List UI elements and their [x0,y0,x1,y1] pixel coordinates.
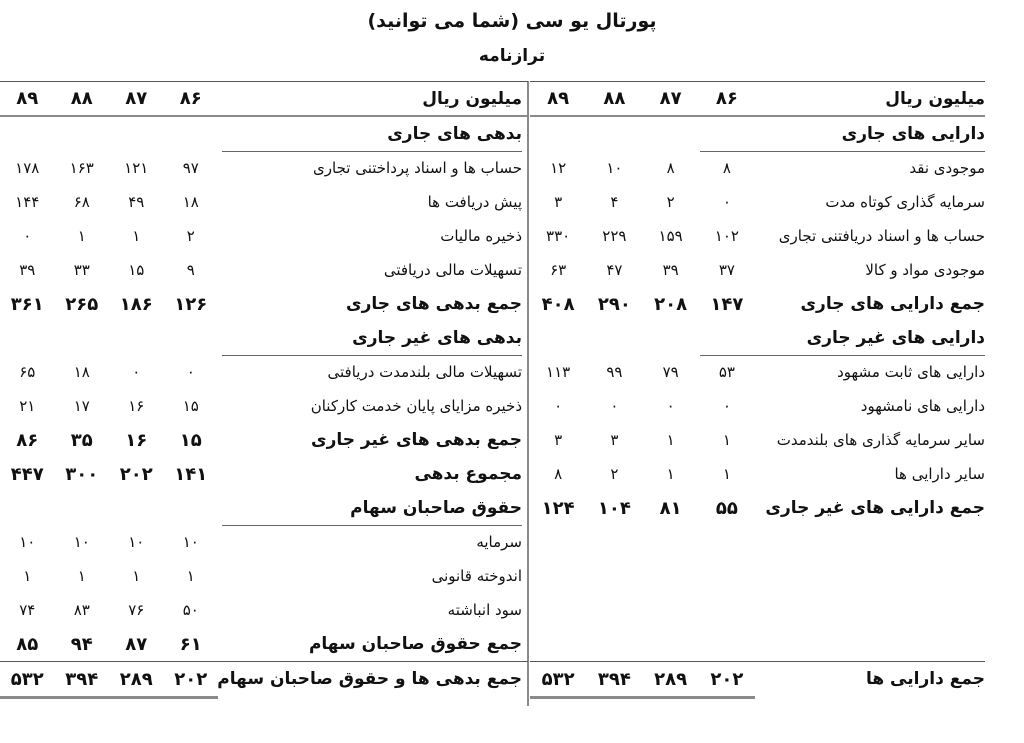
row-label: حساب ها و اسناد پرداختنی تجاری [313,159,522,177]
header-year: ۸۶ [715,88,738,109]
value-cell: ۱ [132,567,141,585]
table-row [530,253,985,287]
table-row [530,151,985,185]
value-cell: ۲۰۸ [654,293,688,315]
value-cell: ۵۵ [715,497,738,519]
empty-row [530,559,985,593]
row-values [0,151,218,185]
row-values [0,253,218,287]
value-cell: ۱۴۷ [710,293,744,315]
empty-row [530,525,985,559]
subtotal-row [530,491,985,525]
row-values [530,185,755,219]
value-cell: ۷۹ [662,363,679,381]
row-label: موجودی نقد [909,159,985,177]
table-row [0,525,528,559]
row-values [530,423,755,457]
section-header-row [0,321,528,355]
value-cell: ۳۹ [19,261,36,279]
subtotal-row [0,287,528,321]
grand-total-row [0,661,528,696]
section-title: دارایی های جاری [700,117,985,152]
value-cell: ۱۲ [550,159,567,177]
value-cell: ۱۰ [19,533,36,551]
value-cell: ۳ [554,431,563,449]
row-label: سرمایه [476,533,522,551]
value-cell: ۶۸ [73,193,90,211]
section-header-row [0,491,528,525]
empty-row [530,627,985,661]
table-row [0,219,528,253]
header-year: ۸۹ [547,88,570,109]
value-cell: ۱۱۳ [546,363,571,381]
row-label: تسهیلات مالی بلندمدت دریافتی [327,363,522,381]
row-label: جمع دارایی های غیر جاری [765,498,985,518]
value-cell: ۱ [23,567,32,585]
value-cell: ۵۳۲ [541,668,575,690]
row-values [0,627,218,661]
value-cell: ۹۹ [606,363,623,381]
value-cell: ۱۷ [73,397,90,415]
table-row [0,151,528,185]
row-values [0,457,218,491]
row-label: جمع بدهی های غیر جاری [310,430,522,450]
value-cell: ۰ [666,397,675,415]
value-cell: ۱۲۶ [174,293,208,315]
value-cell: ۵۳۲ [10,668,44,690]
value-cell: ۲۰۲ [710,668,744,690]
grand-total-values [530,662,755,699]
value-cell: ۰ [610,397,619,415]
value-cell: ۲ [186,227,195,245]
value-cell: ۲۰۲ [174,668,208,690]
value-cell: ۱ [132,227,141,245]
table-row [530,219,985,253]
value-cell: ۱۰ [182,533,199,551]
value-cell: ۴ [610,193,619,211]
value-cell: ۲۹۰ [597,293,631,315]
section-header-row [530,321,985,355]
table-row [530,185,985,219]
value-cell: ۳۹۴ [65,668,99,690]
subtotal-row [530,287,985,321]
row-label: حساب ها و اسناد دریافتنی تجاری [778,227,985,245]
value-cell: ۴۹ [128,193,145,211]
value-cell: ۳۰۰ [65,463,99,485]
table-row [0,355,528,389]
row-label: دارایی های نامشهود [860,397,985,415]
value-cell: ۱۰ [606,159,623,177]
value-cell: ۱ [722,465,731,483]
subtotal-row [0,423,528,457]
row-label: تسهیلات مالی دریافتی [383,261,522,279]
row-values [530,491,755,525]
row-values [530,253,755,287]
row-label: اندوخته قانونی [431,567,522,585]
row-label: سایر دارایی ها [894,465,985,483]
value-cell: ۱ [77,227,86,245]
header-years [530,82,755,115]
row-values [0,219,218,253]
section-header-row [530,117,985,151]
row-label: موجودی مواد و کالا [865,261,985,279]
value-cell: ۰ [722,193,731,211]
value-cell: ۰ [554,397,563,415]
value-cell: ۰ [722,397,731,415]
value-cell: ۳۹ [662,261,679,279]
value-cell: ۱۲۴ [541,497,575,519]
header-unit-label: میلیون ریال [422,88,522,109]
value-cell: ۱۲۱ [124,159,149,177]
value-cell: ۰ [132,363,141,381]
row-values [0,389,218,423]
section-title: بدهی های غیر جاری [222,321,522,356]
row-label: دارایی های ثابت مشهود [837,363,985,381]
value-cell: ۱ [666,465,675,483]
liabilities-table [0,81,528,696]
grand-total-label: جمع بدهی ها و حقوق صاحبان سهام [217,669,522,689]
table-row [0,389,528,423]
value-cell: ۳۷ [718,261,735,279]
row-label: سود انباشته [447,601,522,619]
row-values [530,219,755,253]
table-header-row [0,81,528,117]
value-cell: ۸ [554,465,563,483]
value-cell: ۱۵ [128,261,145,279]
row-values [530,389,755,423]
row-values [0,593,218,627]
table-row [0,559,528,593]
value-cell: ۱ [186,567,195,585]
value-cell: ۳ [610,431,619,449]
value-cell: ۵۰ [182,601,199,619]
row-values [530,151,755,185]
value-cell: ۲۸۹ [654,668,688,690]
value-cell: ۸ [722,159,731,177]
table-row [530,457,985,491]
value-cell: ۲۰۲ [119,463,153,485]
subtotal-row [0,627,528,661]
table-row [0,185,528,219]
value-cell: ۱۵ [182,397,199,415]
value-cell: ۱۸ [182,193,199,211]
value-cell: ۳۳۰ [546,227,571,245]
row-values [0,287,218,321]
value-cell: ۱۸۶ [119,293,153,315]
value-cell: ۷۴ [19,601,36,619]
header-year: ۸۸ [603,88,626,109]
value-cell: ۰ [186,363,195,381]
value-cell: ۹ [186,261,195,279]
grand-total-row [530,661,985,696]
header-years [0,82,218,115]
value-cell: ۵۳ [718,363,735,381]
row-label: جمع حقوق صاحبان سهام [308,634,522,654]
value-cell: ۲ [610,465,619,483]
value-cell: ۱۴۴ [15,193,40,211]
table-row [530,423,985,457]
value-cell: ۲۶۵ [65,293,99,315]
value-cell: ۸۷ [125,633,148,655]
table-header-row [530,81,985,117]
value-cell: ۲۱ [19,397,36,415]
value-cell: ۳۹۴ [597,668,631,690]
value-cell: ۶۳ [550,261,567,279]
header-year: ۸۹ [16,88,39,109]
section-header-row [0,117,528,151]
value-cell: ۴۰۸ [541,293,575,315]
table-row [0,593,528,627]
subtotal-row [0,457,528,491]
value-cell: ۱۷۸ [15,159,40,177]
row-label: ذخیره مزایای پایان خدمت کارکنان [310,397,522,415]
row-values [0,185,218,219]
row-label: سایر سرمایه گذاری های بلندمدت [776,431,985,449]
value-cell: ۱۰۲ [714,227,739,245]
value-cell: ۱۰ [128,533,145,551]
row-label: جمع بدهی های جاری [346,294,522,314]
value-cell: ۴۴۷ [10,463,44,485]
value-cell: ۳۶۱ [10,293,44,315]
row-values [0,355,218,389]
value-cell: ۰ [23,227,32,245]
header-year: ۸۸ [70,88,93,109]
value-cell: ۱۴۱ [174,463,208,485]
value-cell: ۷۶ [128,601,145,619]
section-title: حقوق صاحبان سهام [222,491,522,526]
value-cell: ۱ [77,567,86,585]
row-label: جمع دارایی های جاری [800,294,985,314]
empty-row [530,593,985,627]
section-title: بدهی های جاری [222,117,522,152]
value-cell: ۹۷ [182,159,199,177]
value-cell: ۱۶۳ [69,159,94,177]
page-title: پورتال یو سی (شما می توانید) [367,10,657,32]
row-values [0,423,218,457]
value-cell: ۳ [554,193,563,211]
value-cell: ۱۶ [128,397,145,415]
table-row [530,355,985,389]
value-cell: ۲۸۹ [119,668,153,690]
row-values [530,355,755,389]
value-cell: ۸۱ [659,497,682,519]
header-year: ۸۶ [179,88,202,109]
value-cell: ۱۶ [125,429,148,451]
value-cell: ۹۴ [70,633,93,655]
value-cell: ۸۵ [16,633,39,655]
table-row [0,253,528,287]
row-label: سرمایه گذاری کوتاه مدت [825,193,985,211]
value-cell: ۱۵۹ [658,227,683,245]
value-cell: ۳۵ [70,429,93,451]
value-cell: ۱۰۴ [597,497,631,519]
value-cell: ۸ [666,159,675,177]
header-year: ۸۷ [659,88,682,109]
row-values [530,287,755,321]
value-cell: ۱ [722,431,731,449]
value-cell: ۸۶ [16,429,39,451]
grand-total-values [0,662,218,699]
value-cell: ۶۵ [19,363,36,381]
table-row [530,389,985,423]
row-label: پیش دریافت ها [427,193,522,211]
row-label: مجموع بدهی [414,464,522,484]
value-cell: ۱ [666,431,675,449]
row-label: ذخیره مالیات [440,227,522,245]
value-cell: ۱۸ [73,363,90,381]
row-values [0,525,218,559]
value-cell: ۲ [666,193,675,211]
value-cell: ۴۷ [606,261,623,279]
page-subtitle: ترازنامه [478,46,546,66]
row-values [530,457,755,491]
value-cell: ۱۵ [179,429,202,451]
row-values [0,559,218,593]
value-cell: ۱۰ [73,533,90,551]
value-cell: ۲۲۹ [602,227,627,245]
header-unit-label: میلیون ریال [885,88,985,109]
value-cell: ۶۱ [179,633,202,655]
assets-table [530,81,985,696]
grand-total-label: جمع دارایی ها [865,669,985,689]
value-cell: ۳۳ [73,261,90,279]
header-year: ۸۷ [125,88,148,109]
value-cell: ۸۳ [73,601,90,619]
section-title: دارایی های غیر جاری [700,321,985,356]
